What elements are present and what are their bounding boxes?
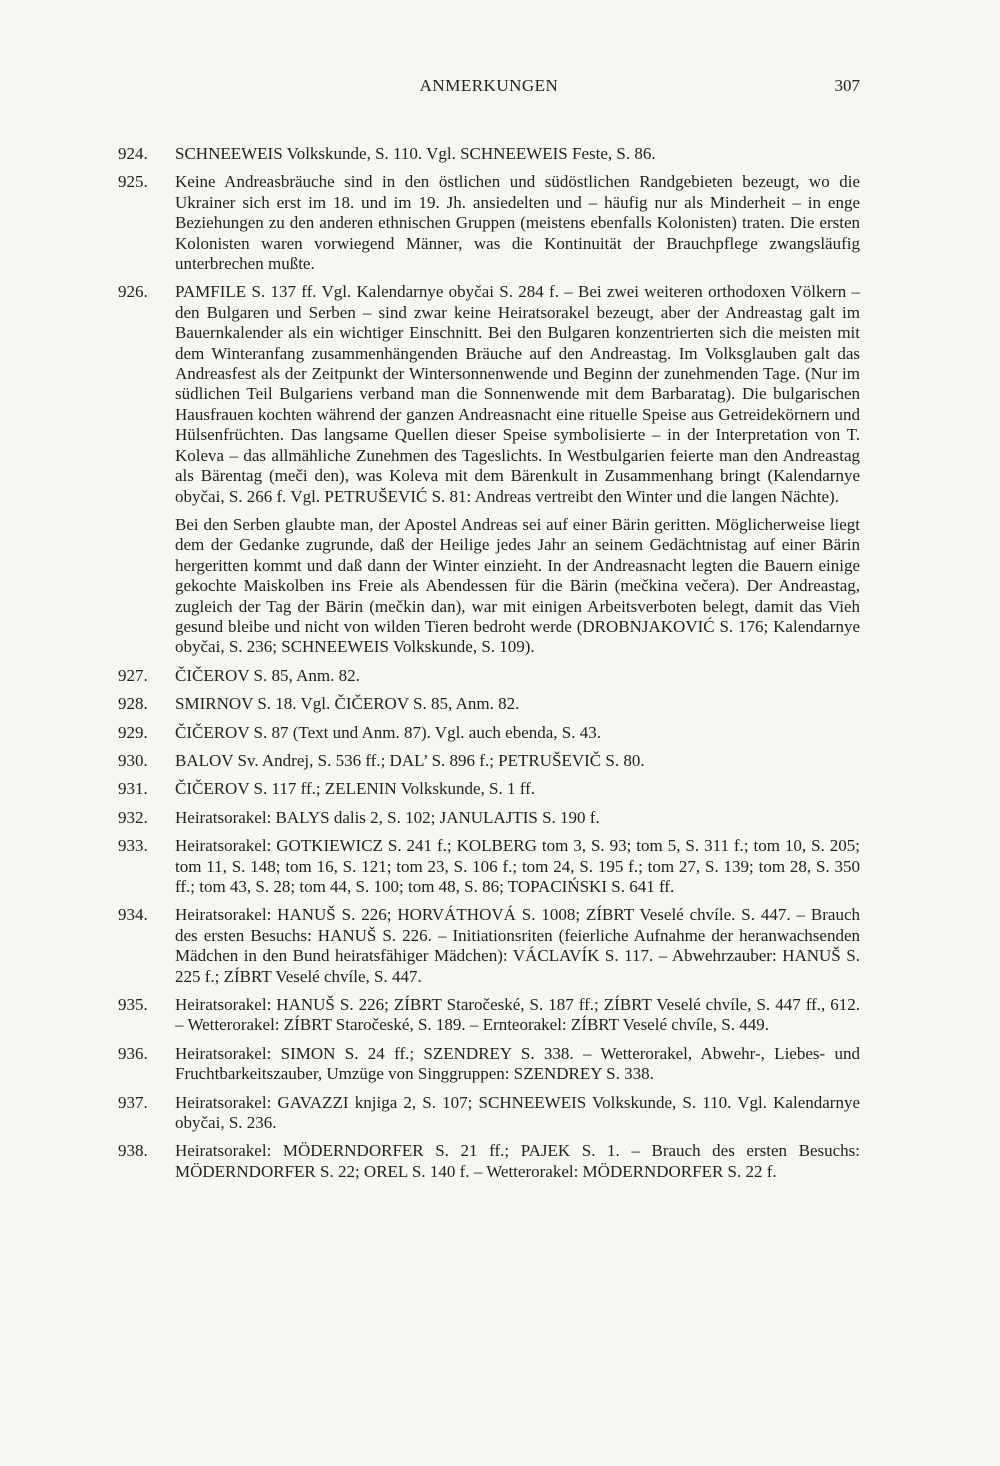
note-number: 925. bbox=[118, 172, 148, 192]
note-number: 928. bbox=[118, 694, 148, 714]
note-item bbox=[118, 836, 860, 897]
note-number: 935. bbox=[118, 995, 148, 1015]
note-text: ČIČEROV S. 85, Anm. 82. bbox=[175, 665, 360, 685]
note-item bbox=[118, 694, 860, 714]
note-item bbox=[118, 144, 860, 164]
note-item bbox=[118, 905, 860, 987]
note-text: Heiratsorakel: MÖDERNDORFER S. 21 ff.; PAJEK S. 1. – Brauch des ersten Besuchs: MÖDERNDORFER S. 22; OREL S. 140 f. – Wetterorakel: MÖDERNDORFER S. 22 f. bbox=[175, 1141, 860, 1181]
note-text: ČIČEROV S. 117 ff.; ZELENIN Volkskunde, S. 1 ff. bbox=[175, 779, 536, 799]
note-item bbox=[118, 666, 860, 686]
note-item bbox=[118, 1141, 860, 1182]
running-head: ANMERKUNGEN bbox=[419, 76, 559, 95]
note-item bbox=[118, 172, 860, 274]
note-text: BALOV Sv. Andrej, S. 536 ff.; DAL’ S. 896 f.; PETRUŠEVIČ S. 80. bbox=[175, 750, 645, 770]
note-item bbox=[118, 1093, 860, 1134]
note-number: 924. bbox=[118, 144, 148, 163]
note-text: SMIRNOV S. 18. Vgl. ČIČEROV S. 85, Anm. 82. bbox=[175, 694, 520, 714]
note-item bbox=[118, 995, 860, 1036]
note-number: 931. bbox=[118, 779, 148, 799]
note-number: 930. bbox=[118, 750, 148, 770]
note-text: Heiratsorakel: GAVAZZI knjiga 2, S. 107; SCHNEEWEIS Volkskunde, S. 110. Vgl. Kalendarnye obyčai, S. 236. bbox=[175, 1092, 860, 1133]
note-number: 934. bbox=[118, 905, 148, 925]
note-text: Keine Andreasbräuche sind in den östlichen und südöstlichen Randgebieten bezeugt, wo die Ukrainer sich erst im 18. und im 19. Jh. ansiedelten und – häufig nur als Minderheit – in enge Beziehungen zu den anderen ethnischen Gruppen (meistens ebenfalls Kolonisten) traten. Die ersten Kolonisten waren vorwiegend Männer, was die Kontinuität der Brauchpflege zwangsläufig unterbrechen mußte. bbox=[175, 172, 860, 274]
note-text: Heiratsorakel: BALYS dalis 2, S. 102; JANULAJTIS S. 190 f. bbox=[175, 807, 600, 827]
note-text: Heiratsorakel: SIMON S. 24 ff.; SZENDREY S. 338. – Wetterorakel, Abwehr-, Liebes- und Fruchtbarkeitszauber, Umzüge von Singgruppen: SZENDREY S. 338. bbox=[175, 1043, 860, 1084]
note-number: 937. bbox=[118, 1092, 148, 1112]
page-header bbox=[118, 76, 860, 98]
note-item bbox=[118, 751, 860, 771]
note-number: 933. bbox=[118, 836, 148, 856]
note-text: Heiratsorakel: HANUŠ S. 226; ZÍBRT Staročeské, S. 187 ff.; ZÍBRT Veselé chvíle, S. 447 ff., 612. – Wetterorakel: ZÍBRT Staročeské, S. 189. – Ernteorakel: ZÍBRT Veselé chvíle, S. 449. bbox=[175, 995, 860, 1035]
note-number: 936. bbox=[118, 1043, 148, 1063]
note-text: Bei den Serben glaubte man, der Apostel Andreas sei auf einer Bärin geritten. Möglicherweise liegt dem der Gedanke zugrunde, daß der Heilige jedes Jahr an seinem Gedächtnistag auf einer Bärin hergeritten kommt und daß dann der Winter einzieht. In der Andreasnacht legten die Bauern einige gekochte Maiskolben ins Freie als Abendessen für die Bärin (mečkina večera). Der Andreastag, zugleich der Tag der Bärin (mečkin dan), war mit einigen Arbeitsverboten belegt, damit das Vieh gesund bleibe und nicht von wilden Tieren bedroht werde (DROBNJAKOVIĆ S. 176; Kalendarnye obyčai, S. 236; SCHNEEWEIS Volkskunde, S. 109). bbox=[175, 514, 860, 657]
page-number: 307 bbox=[834, 76, 860, 95]
note-number: 926. bbox=[118, 282, 148, 302]
note-number: 929. bbox=[118, 722, 148, 742]
note-text: SCHNEEWEIS Volkskunde, S. 110. Vgl. SCHNEEWEIS Feste, S. 86. bbox=[175, 144, 656, 163]
note-item bbox=[118, 1044, 860, 1085]
note-item bbox=[118, 723, 860, 743]
note-number: 932. bbox=[118, 807, 148, 827]
note-number: 938. bbox=[118, 1141, 148, 1161]
note-item bbox=[118, 779, 860, 799]
note-text: ČIČEROV S. 87 (Text und Anm. 87). Vgl. auch ebenda, S. 43. bbox=[175, 722, 601, 742]
note-number: 927. bbox=[118, 665, 148, 685]
note-text: PAMFILE S. 137 ff. Vgl. Kalendarnye obyčai S. 284 f. – Bei zwei weiteren orthodoxen Völkern – den Bulgaren und Serben – sind zwar keine Heiratsorakel bezeugt, aber der Andreastag galt im Bauernkalender als ein wichtiger Einschnitt. Bei den Bulgaren konzentrierten sich die meisten mit dem Winteranfang zusammenhängenden Bräuche auf den Andreastag. Im Volksglauben galt das Andreasfest als der Zeitpunkt der Wintersonnenwende und Beginn der zunehmenden Tage. (Nur im südlichen Teil Bulgariens verband man die Sonnenwende mit dem Barbaratag). Die bulgarischen Hausfrauen kochten während der ganzen Andreasnacht eine rituelle Speise aus Getreidekörnern und Hülsenfrüchten. Das langsame Quellen dieser Speise symbolisierte – in der Interpretation von T. Koleva – das allmähliche Zunehmen des Tageslichts. In Westbulgarien feierte man den Andreastag als Bärentag (meči den), was Koleva mit dem Bärenkult in Zusammenhang bringt (Kalendarnye obyčai, S. 266 f. Vgl. PETRUŠEVIĆ S. 81: Andreas vertreibt den Winter und die langen Nächte). bbox=[175, 282, 860, 506]
note-item bbox=[118, 808, 860, 828]
note-item bbox=[118, 282, 860, 657]
note-text: Heiratsorakel: GOTKIEWICZ S. 241 f.; KOLBERG tom 3, S. 93; tom 5, S. 311 f.; tom 10, S. 205; tom 11, S. 148; tom 16, S. 121; tom 23, S. 106 f.; tom 24, S. 195 f.; tom 27, S. 139; tom 28, S. 350 ff.; tom 43, S. 28; tom 44, S. 100; tom 48, S. 86; TOPACIŃSKI S. 641 ff. bbox=[175, 836, 860, 896]
notes-list bbox=[118, 144, 860, 1190]
note-text: Heiratsorakel: HANUŠ S. 226; HORVÁTHOVÁ S. 1008; ZÍBRT Veselé chvíle. S. 447. – Brauch des ersten Besuchs: HANUŠ S. 226. – Initiationsriten (feierliche Aufnahme der heranwachsenden Mädchen in den Bund heiratsfähiger Mädchen): VÁCLAVÍK S. 117. – Abwehrzauber: HANUŠ S. 225 f.; ZÍBRT Veselé chvíle, S. 447. bbox=[175, 905, 860, 986]
